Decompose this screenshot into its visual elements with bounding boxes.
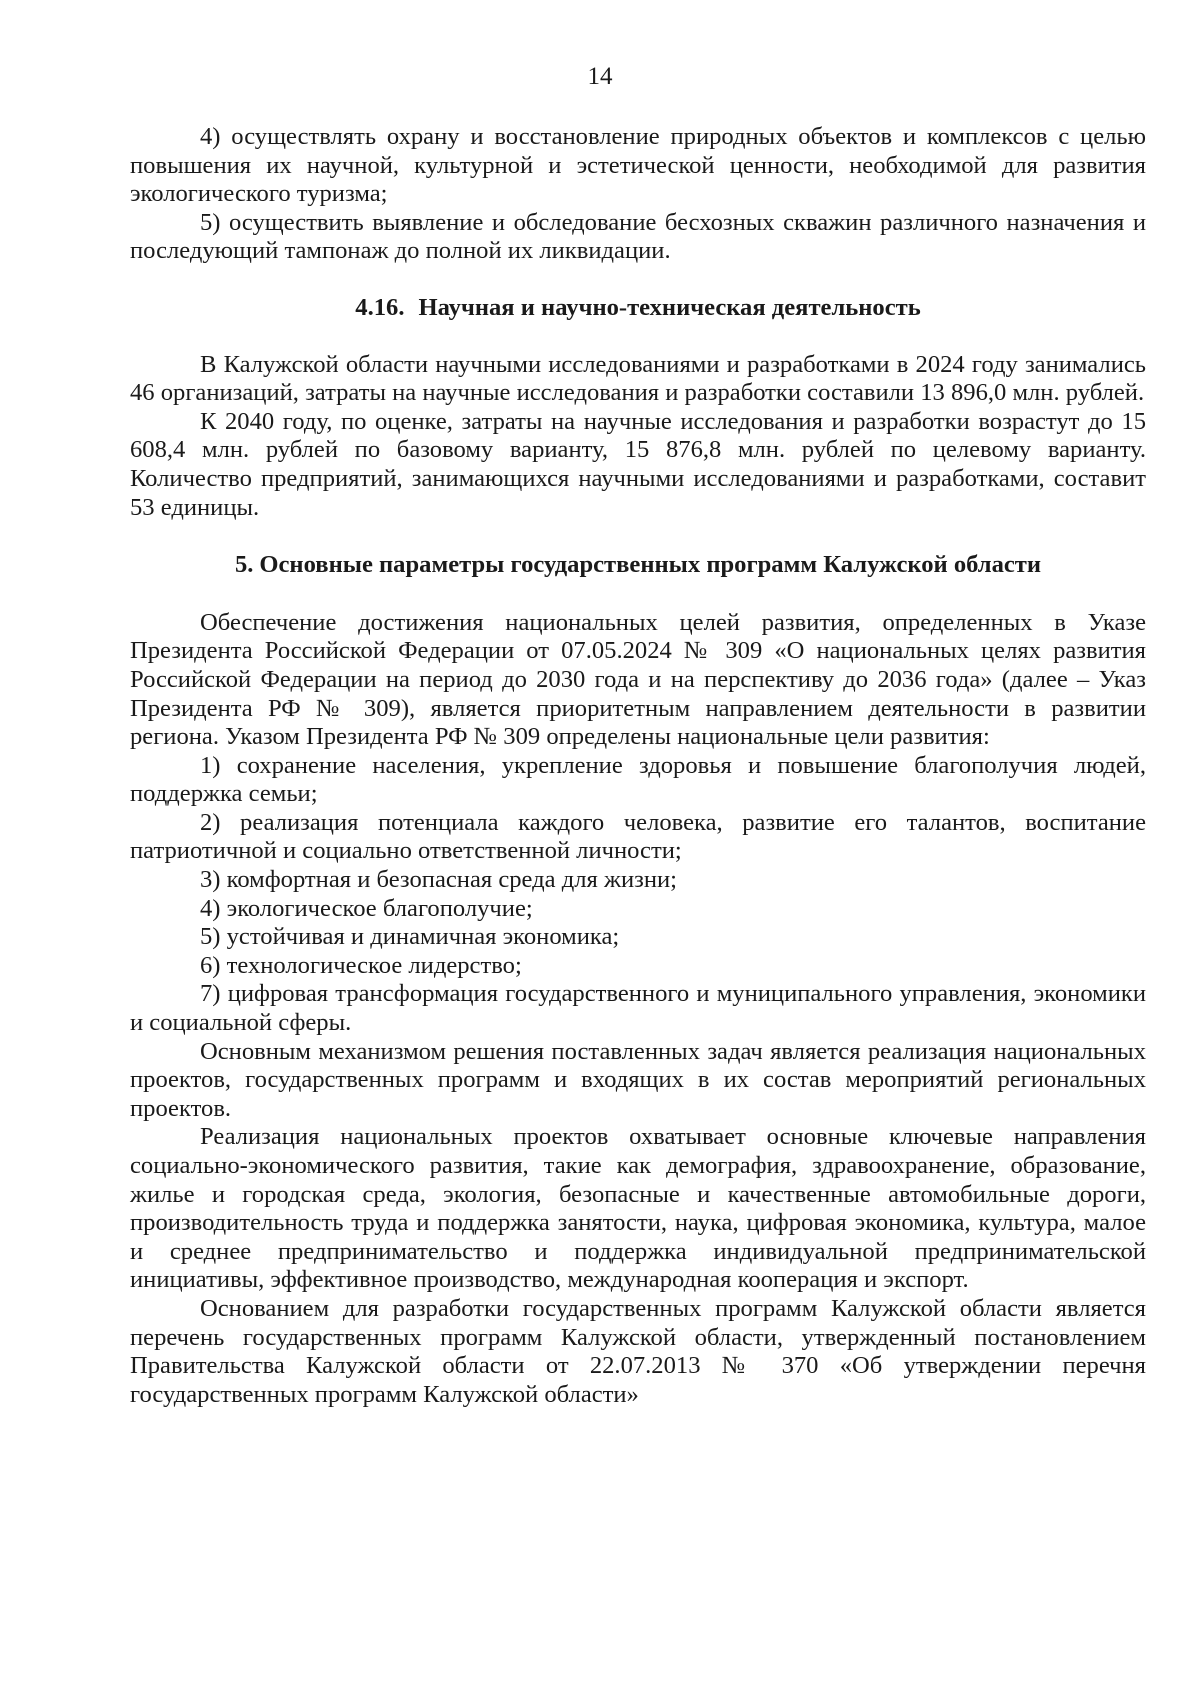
paragraph-programs-2: Основным механизмом решения поставленных задач является реализация национальных проектов, государственных программ и входящих в их состав мероприятий региональных проектов.	[130, 1037, 1146, 1122]
paragraph-science-2: К 2040 году, по оценке, затраты на научные исследования и разработки возрастут до 15 608,4 млн. рублей по базовому варианту, 15 876,8 млн. рублей по целевому варианту. Количество предприятий, занимающихся научными исследованиями и разработками, составит 53 единицы.	[130, 407, 1146, 521]
paragraph-programs-3: Реализация национальных проектов охватывает основные ключевые направления социально-экономического развития, такие как демография, здравоохранение, образование, жилье и городская среда, экология, безопасные и качественные автомобильные дороги, производительность труда и поддержка занятости, наука, цифровая экономика, культура, малое и среднее предпринимательство и поддержка индивидуальной предпринимательской инициативы, эффективное производство, международная кооперация и экспорт.	[130, 1123, 1146, 1294]
paragraph-science-1: В Калужской области научными исследованиями и разработками в 2024 году занимались 46 организаций, затраты на научные исследования и разработки составили 13 896,0 млн. рублей.	[130, 350, 1146, 407]
paragraph-programs-1: Обеспечение достижения национальных целей развития, определенных в Указе Президента Российской Федерации от 07.05.2024 № 309 «О национальных целях развития Российской Федерации на период до 2030 года и на перспективу до 2036 года» (далее – Указ Президента РФ № 309), является приоритетным направлением деятельности в развитии региона. Указом Президента РФ № 309 определены национальные цели развития:	[130, 608, 1146, 751]
list-item-goal-6: 6) технологическое лидерство;	[200, 951, 522, 979]
page-number: 14	[587, 63, 613, 90]
section-title: Основные параметры государственных программ Калужской области	[259, 551, 1042, 579]
list-item-goal-3: 3) комфортная и безопасная среда для жизни;	[200, 866, 677, 894]
section-heading-4-16	[130, 294, 1146, 323]
list-item-goal-4: 4) экологическое благополучие;	[200, 894, 533, 922]
list-item-goal-2: 2) реализация потенциала каждого человека, развитие его талантов, воспитание патриотичной и социально ответственной личности;	[130, 808, 1146, 865]
section-title: Научная и научно-техническая деятельность	[418, 293, 921, 321]
document-body	[130, 123, 1146, 1409]
section-heading-5	[130, 551, 1146, 580]
list-item-goal-1: 1) сохранение населения, укрепление здоровья и повышение благополучия людей, поддержка семьи;	[130, 751, 1146, 808]
list-item-goal-5: 5) устойчивая и динамичная экономика;	[200, 923, 620, 951]
list-item-goal-7: 7) цифровая трансформация государственного и муниципального управления, экономики и социальной сферы.	[130, 980, 1146, 1037]
section-number: 4.16.	[355, 293, 405, 321]
paragraph-item-4-environment: 4) осуществлять охрану и восстановление природных объектов и комплексов с целью повышения их научной, культурной и эстетической ценности, необходимой для развития экологического туризма;	[130, 123, 1146, 208]
paragraph-programs-4: Основанием для разработки государственных программ Калужской области является перечень государственных программ Калужской области, утвержденный постановлением Правительства Калужской области от 22.07.2013 № 370 «Об утверждении перечня государственных программ Калужской области»	[130, 1294, 1146, 1408]
paragraph-item-5-environment: 5) осуществить выявление и обследование бесхозных скважин различного назначения и последующий тампонаж до полной их ликвидации.	[130, 208, 1146, 265]
section-number: 5.	[234, 551, 254, 579]
